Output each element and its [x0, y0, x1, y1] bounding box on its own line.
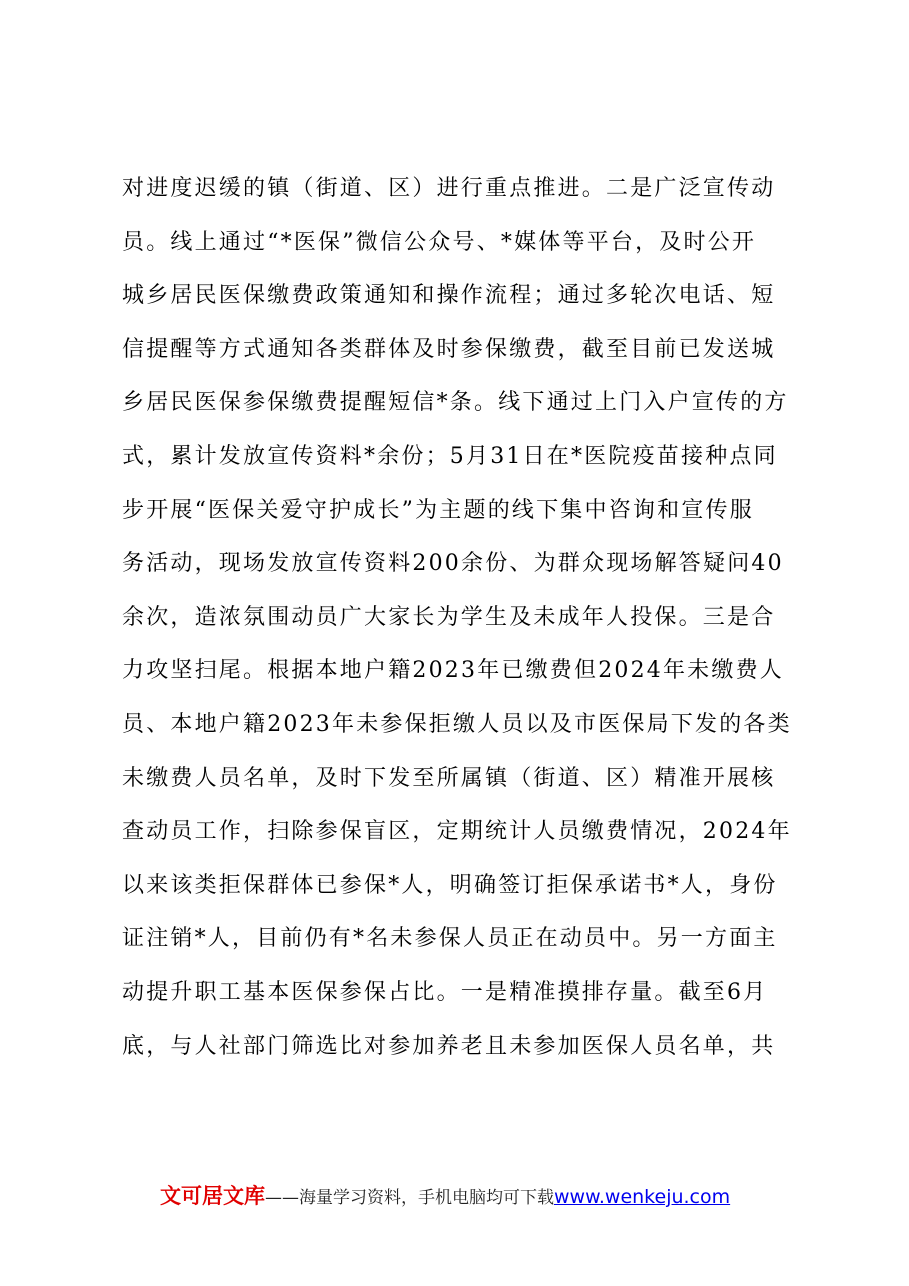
body-line: 乡居民医保参保缴费提醒短信*条。线下通过上门入户宣传的方	[122, 390, 789, 416]
body-line: 查动员工作，扫除参保盲区，定期统计人员缴费情况，2024年	[122, 819, 792, 845]
body-line: 员。线上通过“*医保”微信公众号、*媒体等平台，及时公开	[122, 229, 757, 255]
body-line: 余次，造浓氛围动员广大家长为学生及未成年人投保。三是合	[122, 604, 776, 630]
body-line: 步开展“医保关爱守护成长”为主题的线下集中咨询和宣传服	[122, 497, 754, 523]
body-line: 信提醒等方式通知各类群体及时参保缴费，截至目前已发送城	[122, 336, 776, 362]
body-text	[122, 162, 802, 1073]
body-line: 力攻坚扫尾。根据本地户籍2023年已缴费但2024年未缴费人	[122, 658, 784, 684]
body-line: 对进度迟缓的镇（街道、区）进行重点推进。二是广泛宣传动	[122, 176, 776, 201]
body-line: 证注销*人，目前仍有*名未参保人员正在动员中。另一方面主	[122, 926, 778, 952]
body-line: 未缴费人员名单，及时下发至所属镇（街道、区）精准开展核	[122, 765, 776, 791]
footer-banner	[160, 1180, 730, 1212]
footer-brand: 文可居文库	[160, 1184, 265, 1208]
body-line: 城乡居民医保缴费政策通知和操作流程；通过多轮次电话、短	[122, 283, 776, 309]
footer-website-link[interactable]: www.wenkeju.com	[554, 1186, 731, 1208]
body-line: 务活动，现场发放宣传资料200余份、为群众现场解答疑问40	[122, 551, 784, 577]
body-line: 底，与人社部门筛选比对参加养老且未参加医保人员名单，共	[122, 1033, 776, 1059]
body-line: 以来该类拒保群体已参保*人，明确签订拒保承诺书*人，身份	[122, 872, 778, 898]
body-line: 动提升职工基本医保参保占比。一是精准摸排存量。截至6月	[122, 979, 768, 1005]
body-line: 式，累计发放宣传资料*余份；5月31日在*医院疫苗接种点同	[122, 443, 778, 469]
footer-tagline: ——海量学习资料，手机电脑均可下载	[265, 1188, 554, 1208]
body-line: 员、本地户籍2023年未参保拒缴人员以及市医保局下发的各类	[122, 711, 792, 737]
